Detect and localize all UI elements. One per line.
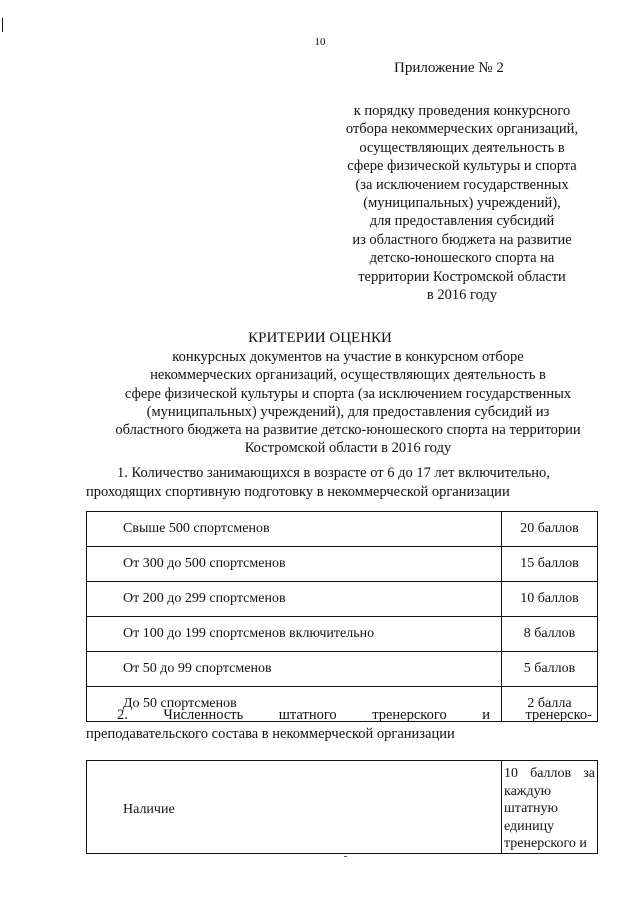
criteria-line: областного бюджета на развитие детско-юношеского спорта на территории	[115, 422, 581, 439]
criterion-label: От 50 до 99 спортсменов	[87, 652, 502, 687]
criterion-score: 10 баллов	[502, 582, 598, 617]
section2-word: тренерско-	[525, 707, 592, 723]
annex-line: из областного бюджета на развитие	[352, 231, 572, 248]
page-number: 10	[314, 36, 326, 48]
section2-paragraph	[86, 706, 592, 744]
criteria-subtitle	[88, 348, 608, 458]
section2-word: 2.	[117, 707, 128, 723]
section2-word: тренерского	[372, 707, 447, 723]
section1-line: 1. Количество занимающихся в возрасте от 6 до 17 лет включительно,	[117, 465, 550, 481]
table-row	[87, 652, 598, 687]
annex-line: осуществляющих деятельность в	[359, 139, 565, 156]
annex-subtitle	[300, 102, 624, 304]
criteria-line: некоммерческих организаций, осуществляющих деятельность в	[150, 367, 546, 384]
annex-line: к порядку проведения конкурсного	[353, 103, 571, 119]
criterion-score: 8 баллов	[502, 617, 598, 652]
annex-line: (за исключением государственных	[355, 176, 569, 193]
table-row	[87, 617, 598, 652]
criteria-line: (муниципальных) учреждений), для предоставления субсидий из	[146, 403, 550, 420]
criterion-score: 5 баллов	[502, 652, 598, 687]
table-row	[87, 512, 598, 547]
section1-paragraph	[86, 464, 592, 501]
section1-table	[86, 511, 598, 722]
section2-word: штатного	[278, 707, 337, 723]
annex-line: сфере физической культуры и спорта	[347, 158, 577, 175]
criterion-score: 20 баллов	[502, 512, 598, 547]
section2-table	[86, 760, 598, 854]
section1-line: проходящих спортивную подготовку в некоммерческой организации	[86, 483, 510, 500]
annex-line: в 2016 году	[426, 287, 498, 304]
criterion-label: Наличие	[87, 761, 502, 854]
criterion-score: 2 балла	[502, 687, 598, 722]
annex-line: для предоставления субсидий	[369, 213, 555, 230]
section2-word: и	[482, 707, 490, 723]
criteria-heading: КРИТЕРИИ ОЦЕНКИ	[248, 330, 392, 346]
criterion-label: От 200 до 299 спортсменов	[87, 582, 502, 617]
annex-line: отбора некоммерческих организаций,	[345, 121, 579, 138]
criterion-label: От 300 до 500 спортсменов	[87, 547, 502, 582]
table-row	[87, 761, 598, 854]
footer-mark	[344, 856, 347, 857]
section2-line: преподавательского состава в некоммерческой организации	[86, 726, 455, 742]
section2-line	[86, 706, 592, 725]
section2-word: Численность	[163, 707, 244, 723]
criterion-label: Свыше 500 спортсменов	[87, 512, 502, 547]
table-row	[87, 582, 598, 617]
annex-line: (муниципальных) учреждений),	[363, 195, 561, 212]
criterion-label: До 50 спортсменов	[87, 687, 502, 722]
criteria-line: конкурсных документов на участие в конкурсном отборе	[172, 349, 524, 365]
criterion-score: 15 баллов	[502, 547, 598, 582]
annex-title: Приложение № 2	[394, 60, 504, 76]
margin-mark	[2, 18, 3, 32]
criterion-label: От 100 до 199 спортсменов включительно	[87, 617, 502, 652]
criteria-line: Костромской области в 2016 году	[244, 440, 452, 457]
criteria-line: сфере физической культуры и спорта (за исключением государственных	[124, 385, 572, 402]
annex-line: территории Костромской области	[358, 268, 566, 285]
table-row	[87, 547, 598, 582]
annex-line: детско-юношеского спорта на	[369, 250, 555, 267]
criterion-score: 10 баллов за каждую штатную единицу тренерского и	[502, 761, 598, 854]
